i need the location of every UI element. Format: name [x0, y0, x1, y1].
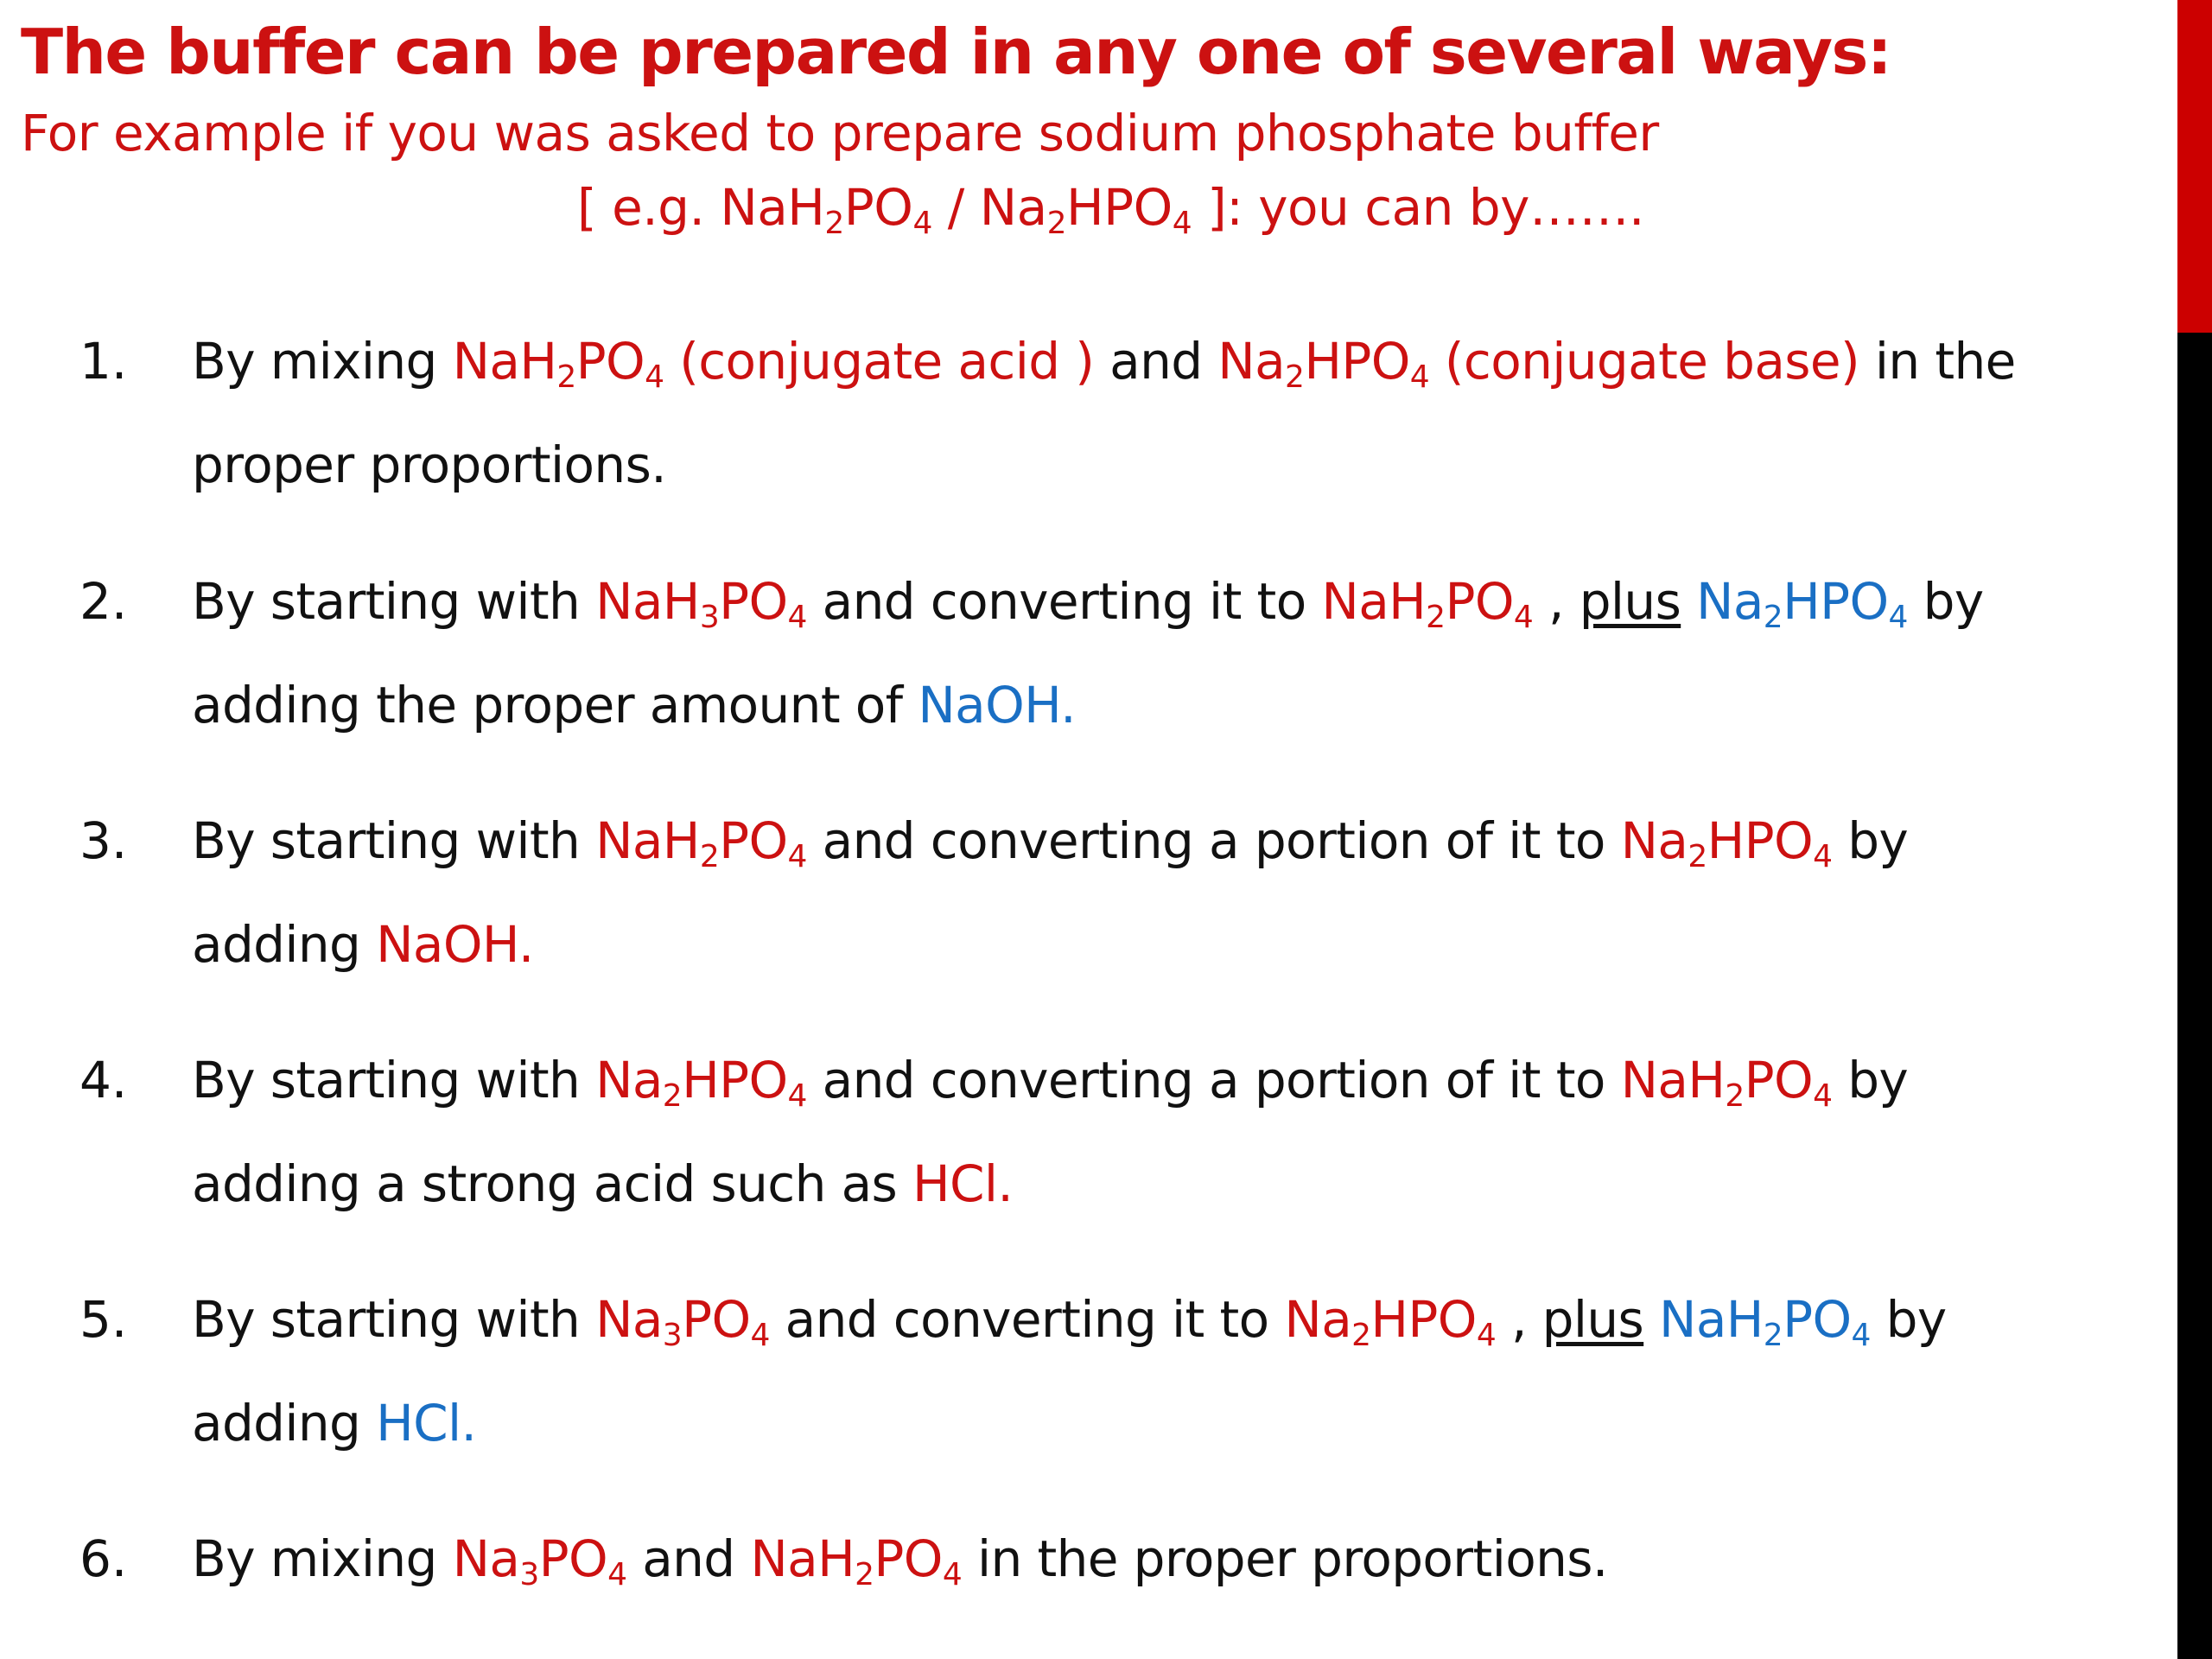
formula-acid: $NaH_2PO_4$: [720, 178, 932, 242]
step-line-1: By starting with $Na_2HPO_4$ and converting a portion of it to $NaH_2PO_4$ by: [192, 1051, 1909, 1115]
formula-nah2po4: $NaH_2PO_4$: [1659, 1290, 1871, 1354]
side-accent-bar-black: [2177, 333, 2212, 1659]
reagent-naoh: NaOH.: [918, 676, 1076, 734]
formula-base: $Na_2HPO_4$: [979, 178, 1192, 242]
step-number: 1.: [79, 332, 128, 391]
step-line-1: By mixing $NaH_2PO_4$ (conjugate acid ) and $Na_2HPO_4$ (conjugate base) in the: [192, 332, 2016, 396]
formula-na2hpo4: $Na_2HPO_4$: [595, 1051, 807, 1115]
step-number: 4.: [79, 1051, 128, 1109]
formula-na2hpo4: $Na_2HPO_4$: [1696, 572, 1908, 636]
step-number: 2.: [79, 572, 128, 631]
formula-na2hpo4: $Na_2HPO_4$: [1620, 811, 1833, 875]
step-line-2: adding a strong acid such as HCl.: [192, 1154, 1014, 1213]
subtitle-close: ]: you can by…….: [1192, 178, 1644, 237]
formula-na3po4: $Na_3PO_4$: [595, 1290, 770, 1354]
list-item-step-3: [0, 791, 2160, 998]
step-line-2: adding NaOH.: [192, 915, 534, 974]
formula-nah2po4: $NaH_2PO_4$: [452, 332, 664, 396]
subtitle-open: [ e.g.: [577, 178, 721, 237]
subtitle-line-1: For example if you was asked to prepare sodium phosphate buffer: [21, 104, 1659, 162]
list-item-step-1: [0, 311, 2160, 518]
reagent-hcl: HCl.: [912, 1154, 1014, 1213]
formula-nah2po4: $NaH_2PO_4$: [1620, 1051, 1833, 1115]
step-number: 3.: [79, 811, 128, 870]
formula-nah3po4: $NaH_3PO_4$: [595, 572, 807, 636]
formula-na2hpo4: $Na_2HPO_4$: [1217, 332, 1430, 396]
step-line-1: By starting with $NaH_3PO_4$ and converting it to $NaH_2PO_4$ , plus $Na_2HPO_4$ by: [192, 572, 1984, 636]
step-line-2: adding HCl.: [192, 1394, 477, 1452]
list-item-step-6: [0, 1509, 2160, 1659]
list-item-step-2: [0, 551, 2160, 759]
step-line-2: proper proportions.: [192, 435, 667, 494]
formula-nah2po4: $NaH_2PO_4$: [595, 811, 807, 875]
step-line-1: By starting with $NaH_2PO_4$ and converting a portion of it to $Na_2HPO_4$ by: [192, 811, 1909, 875]
step-line-1: By mixing $Na_3PO_4$ and $NaH_2PO_4$ in the proper proportions.: [192, 1529, 1608, 1593]
step-line-1: By starting with $Na_3PO_4$ and converting it to $Na_2HPO_4$ , plus $NaH_2PO_4$ by: [192, 1290, 1947, 1354]
side-accent-bar-red: [2177, 0, 2212, 333]
formula-nah2po4: $NaH_2PO_4$: [750, 1529, 963, 1593]
subtitle-slash: /: [931, 178, 980, 237]
plus-underlined: plus: [1579, 572, 1681, 631]
list-item-step-5: [0, 1269, 2160, 1477]
plus-underlined: plus: [1541, 1290, 1644, 1349]
formula-na3po4: $Na_3PO_4$: [452, 1529, 627, 1593]
formula-na2hpo4: $Na_2HPO_4$: [1284, 1290, 1497, 1354]
subtitle-line-2: [577, 169, 1644, 245]
slide-title: The buffer can be prepared in any one of several ways:: [21, 16, 1891, 88]
list-item-step-4: [0, 1030, 2160, 1237]
formula-nah2po4: $NaH_2PO_4$: [1321, 572, 1534, 636]
reagent-hcl: HCl.: [376, 1394, 477, 1452]
step-line-2: adding the proper amount of NaOH.: [192, 676, 1076, 734]
step-number: 5.: [79, 1290, 128, 1349]
step-number: 6.: [79, 1529, 128, 1588]
reagent-naoh: NaOH.: [376, 915, 534, 974]
